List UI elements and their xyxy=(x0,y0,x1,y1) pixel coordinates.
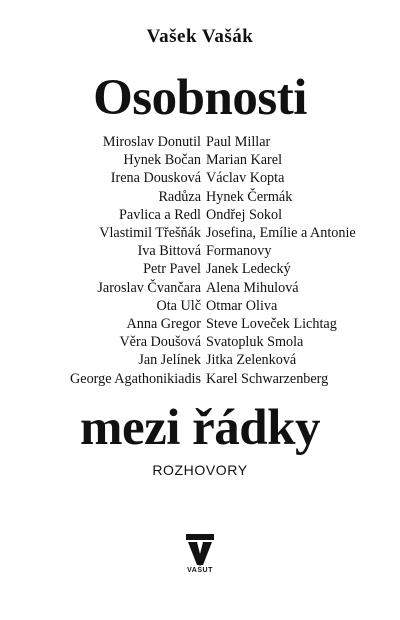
person-name: Ondřej Sokol xyxy=(206,206,283,223)
person-name: Jan Jelínek xyxy=(138,352,201,369)
person-name: Iva Bittová xyxy=(137,243,201,260)
author-name: Vašek Vašák xyxy=(146,26,254,47)
person-name: Formanovy xyxy=(206,243,272,260)
person-name: Irena Dousková xyxy=(110,170,201,187)
title-bottom: mezi řádky xyxy=(79,400,321,456)
publisher-name: VAŠUT xyxy=(187,567,213,574)
person-name: Jaroslav Čvančara xyxy=(97,279,201,296)
person-name: Josefina, Emílie a Antonie xyxy=(206,225,356,242)
person-name: Hynek Čermák xyxy=(206,188,293,205)
person-name: Otmar Oliva xyxy=(206,297,278,314)
person-name: Petr Pavel xyxy=(143,261,201,278)
person-name: Marian Karel xyxy=(206,152,283,169)
names-left-column xyxy=(70,133,201,388)
person-name: Karel Schwarzenberg xyxy=(206,370,329,387)
person-name: George Agathonikiadis xyxy=(70,370,201,387)
person-name: Miroslav Donutil xyxy=(102,134,201,150)
person-name: Pavlica a Redl xyxy=(119,206,201,223)
person-name: Paul Millar xyxy=(206,134,271,150)
person-name: Steve Loveček Lichtag xyxy=(206,316,337,333)
subtitle: ROZHOVORY xyxy=(152,462,248,478)
title-top: Osobnosti xyxy=(93,70,307,126)
person-name: Svatopluk Smola xyxy=(206,334,304,351)
person-name: Vlastimil Třešňák xyxy=(99,225,201,242)
person-name: Alena Mihulová xyxy=(206,279,299,296)
person-name: Janek Ledecký xyxy=(206,261,291,278)
names-right-column xyxy=(206,133,356,388)
person-name: Hynek Bočan xyxy=(123,152,201,169)
person-name: Anna Gregor xyxy=(126,316,201,333)
person-name: Ota Ulč xyxy=(156,297,201,314)
person-name: Věra Doušová xyxy=(119,334,201,351)
person-name: Václav Kopta xyxy=(206,170,285,187)
person-name: Radůza xyxy=(158,188,201,205)
person-name: Jitka Zelenková xyxy=(206,352,297,369)
